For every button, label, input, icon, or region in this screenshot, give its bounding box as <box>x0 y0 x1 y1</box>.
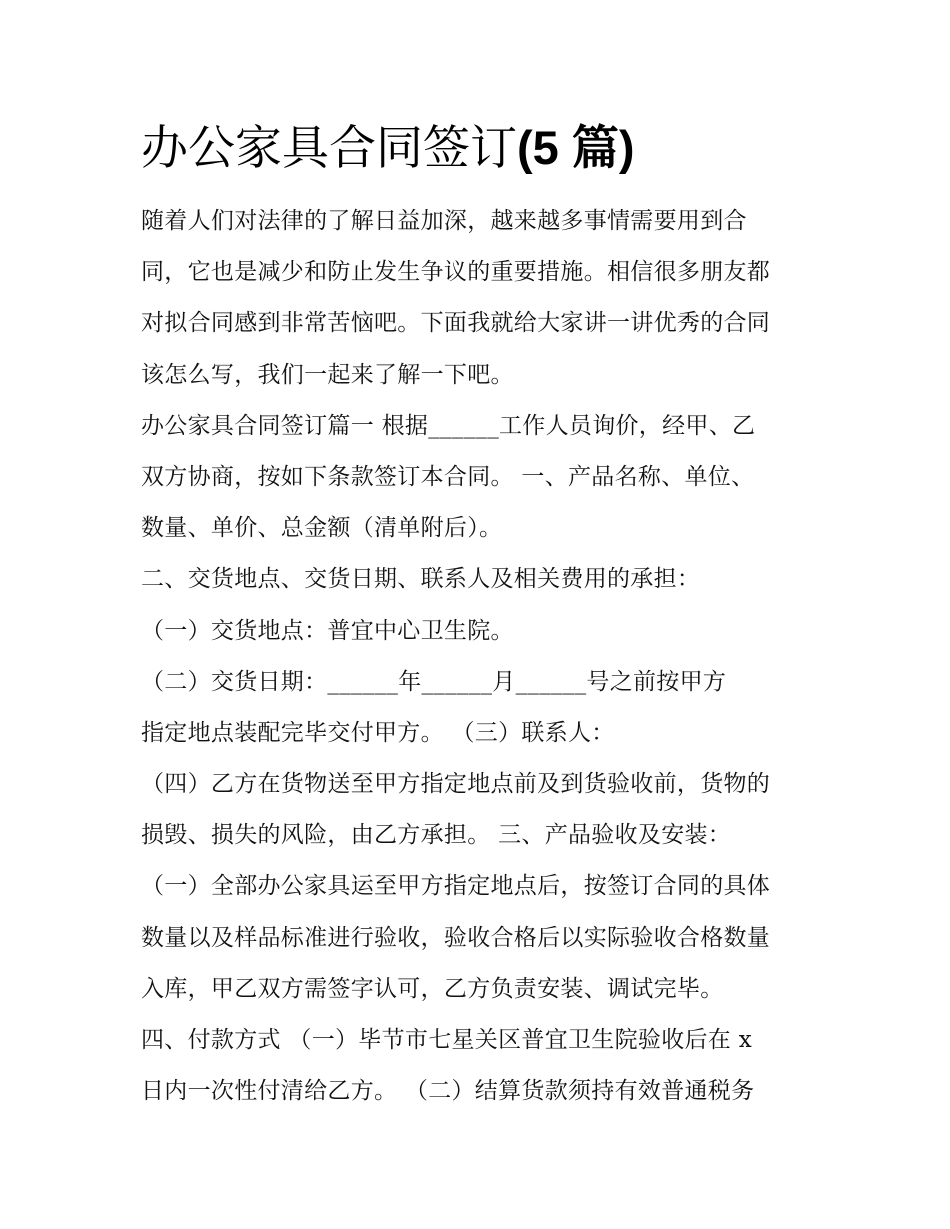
body-line: 同，它也是减少和防止发生争议的重要措施。相信很多朋友都 <box>141 259 771 286</box>
body-line: 该怎么写，我们一起来了解一下吧。 <box>141 361 514 388</box>
document-title-count: (5 篇) <box>517 121 635 174</box>
body-line: 对拟合同感到非常苦恼吧。下面我就给大家讲一讲优秀的合同 <box>141 310 771 337</box>
body-line: （四）乙方在货物送至甲方指定地点前及到货验收前，货物的 <box>141 771 771 798</box>
body-line: 日内一次性付清给乙方。 （二）结算货款须持有效普通税务 <box>141 1078 755 1105</box>
body-line: 数量以及样品标准进行验收，验收合格后以实际验收合格数量 <box>141 924 771 951</box>
body-line: 办公家具合同签订篇一 根据______工作人员询价，经甲、乙 <box>141 412 756 439</box>
body-line: 随着人们对法律的了解日益加深，越来越多事情需要用到合 <box>141 208 747 234</box>
body-line: 入库，甲乙双方需签字认可，乙方负责安装、调试完毕。 <box>141 975 724 1002</box>
document-title <box>141 118 635 179</box>
body-line: （一）全部办公家具运至甲方指定地点后，按签订合同的具体 <box>141 873 771 900</box>
body-line: （一）交货地点：普宜中心卫生院。 <box>141 617 514 644</box>
body-line: 指定地点装配完毕交付甲方。 （三）联系人： <box>141 719 615 746</box>
document-title-text: 办公家具合同签订 <box>141 121 517 176</box>
body-line: 双方协商，按如下条款签订本合同。 一、产品名称、单位、 <box>141 463 755 490</box>
body-line: 数量、单价、总金额（清单附后）。 <box>141 515 503 542</box>
body-line: 二、交货地点、交货日期、联系人及相关费用的承担： <box>141 566 701 593</box>
body-line: 损毁、损失的风险，由乙方承担。 三、产品验收及安装： <box>141 822 732 849</box>
body-line: 四、付款方式 （一）毕节市七星关区普宜卫生院验收后在 x <box>141 1027 752 1053</box>
body-line: （二）交货日期：______年______月______号之前按甲方 <box>141 668 727 695</box>
document-body <box>141 196 821 1117</box>
